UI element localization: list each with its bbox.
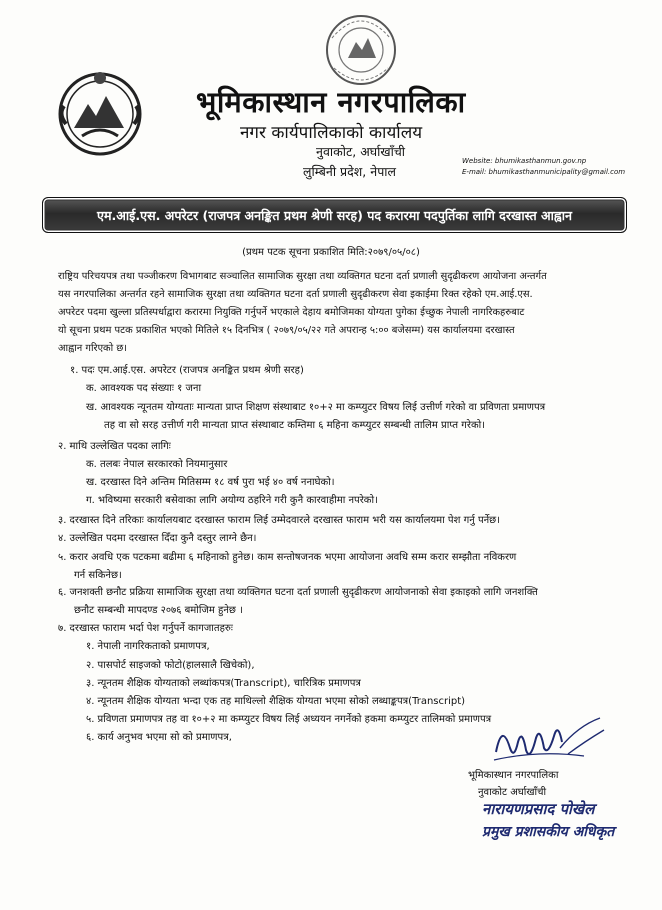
doc-item-2: २. पासपोर्ट साइजको फोटो(हालसालै खिचेको), bbox=[86, 660, 255, 671]
item-3-method: ३. दरखास्त दिने तरिकाः कार्यालयबाट दरखास्त फाराम लिई उम्मेदवारले दरखास्त फाराम भरी यस कार्यालयमा पेश गर्नु पर्नेछ। bbox=[58, 515, 500, 526]
doc-item-4: ४. न्यूनतम शैक्षिक योग्यता भन्दा एक तह माथिल्लो शैक्षिक योग्यता भएमा सोको लब्धाङ्कपत्र(Transcript) bbox=[86, 696, 466, 707]
handwritten-signature bbox=[488, 712, 608, 772]
publication-date: (प्रथम पटक सूचना प्रकाशित मिति:२०७९/०५/०८) bbox=[242, 247, 420, 258]
item-2a-salary: क. तलबः नेपाल सरकारको नियमानुसार bbox=[86, 459, 228, 470]
address-line-1: नुवाकोट, अर्घाखाँची bbox=[316, 144, 406, 159]
item-1-post: १. पदः एम.आई.एस. अपरेटर (राजपत्र अनङ्कित प्रथम श्रेणी सरह) bbox=[70, 365, 304, 376]
contact-info bbox=[462, 156, 625, 178]
office-seal-icon bbox=[322, 8, 400, 88]
nepal-emblem-icon bbox=[54, 66, 146, 158]
item-2b-age: ख. दरखास्त दिने अन्तिम मितिसम्म १८ वर्ष पुरा भई ४० वर्ष ननाघेको। bbox=[86, 477, 335, 488]
item-5-contract: ५. करार अवधि एक पटकमा बढीमा ६ महिनाको हुनेछ। काम सन्तोषजनक भएमा आयोजना अवधि सम्म करार सम्झौता नविकरण bbox=[58, 552, 517, 563]
item-7-documents: ७. दरखास्त फाराम भर्दा पेश गर्नुपर्ने कागजातहरुः bbox=[58, 623, 233, 634]
item-1b-qualification-cont: तह वा सो सरह उत्तीर्ण गरी मान्यता प्राप्त संस्थाबाट कम्तिमा ६ महिना कम्प्युटर सम्बन्धी तालिम प्राप्त गरेको। bbox=[104, 420, 486, 431]
email-text: E-mail: bhumikasthanmunicipality@gmail.com bbox=[462, 168, 626, 176]
doc-item-6: ६. कार्य अनुभव भएमा सो को प्रमाणपत्र, bbox=[86, 732, 232, 743]
office-name: नगर कार्यपालिकाको कार्यालय bbox=[240, 123, 423, 143]
doc-item-5: ५. प्रविणता प्रमाणपत्र तह वा १०+२ मा कम्प्युटर विषय लिई अध्ययन नगर्नेको हकमा कम्प्युटर तालिमको प्रमाणपत्र bbox=[86, 714, 492, 725]
stamp-officer-title: प्रमुख प्रशासकीय अधिकृत bbox=[482, 824, 615, 840]
website-text: Website: bhumikasthanmun.gov.np bbox=[462, 157, 587, 165]
item-6-selection: ६. जनशक्ती छनौट प्रक्रिया सामाजिक सुरक्षा तथा व्यक्तिगत घटना दर्ता प्रणाली सुदृढीकरण आयोजनाको सेवा इकाइको लागि जनशक्ति bbox=[58, 587, 538, 598]
item-1b-qualification: ख. आवश्यक न्यूनतम योग्यताः मान्यता प्राप्त शिक्षण संस्थाबाट १०+२ मा कम्प्युटर विषय लिई उत्तीर्ण गरेको वा प्रविणता प्रमाणपत्र bbox=[86, 402, 546, 413]
item-2-heading: २. माथि उल्लेखित पदका लागिः bbox=[58, 441, 171, 452]
item-5-contract-cont: गर्न सकिनेछ। bbox=[74, 570, 122, 581]
address-line-2: लुम्बिनी प्रदेश, नेपाल bbox=[303, 164, 397, 179]
stamp-officer-name: नारायणप्रसाद पोखेल bbox=[482, 800, 595, 818]
doc-item-3: ३. न्यूनतम शैक्षिक योग्यताको लब्धांकपत्र(Transcript), चारित्रिक प्रमाणपत्र bbox=[86, 678, 361, 689]
signature-org: भूमिकास्थान नगरपालिका bbox=[468, 770, 559, 781]
doc-item-1: १. नेपाली नागरिकताको प्रमाणपत्र, bbox=[86, 641, 210, 652]
intro-paragraph: राष्ट्रिय परिचयपत्र तथा पञ्जीकरण विभागबाट सञ्चालित सामाजिक सुरक्षा तथा व्यक्तिगत घटना दर्ता प्रणाली सुदृढीकरण आयोजना अन्तर्गत यस नगरपालिका अन्तर्गत रहने सामाजिक सुरक्षा तथा व्यक्तिगत घटना दर्ता प्रणाली सुदृढीकरण सेवा इकाईमा रिक्त रहेको एम.आई.एस. अपरेटर पदमा खुल्ला प्रतिस्पर्धाद्वारा करारमा नियुक्ति गर्नुपर्ने भएकाले देहाय बमोजिमका योग्यता पुगेका ईच्छुक नेपाली नागरिकहरुबाट यो सूचना प्रथम पटक प्रकाशित भएको मितिले १५ दिनभित्र ( २०७९/०५/२२ गते अपरान्ह ५:०० बजेसम्म) यस कार्यालयमा दरखास्त आह्वान गरिएको छ। bbox=[58, 271, 547, 354]
signature-address: नुवाकोट अर्घाखाँची bbox=[478, 787, 547, 798]
org-name: भूमिकास्थान नगरपालिका bbox=[196, 85, 466, 119]
item-6-selection-cont: छनौट सम्बन्धी मापदण्ड २०७६ बमोजिम हुनेछ । bbox=[74, 605, 243, 616]
item-4-fee: ४. उल्लेखित पदमा दरखास्त दिँदा कुनै दस्तुर लाग्ने छैन। bbox=[58, 533, 257, 544]
item-2c-eligibility: ग. भविष्यमा सरकारी बसेवाका लागि अयोग्य ठहरिने गरी कुनै कारवाहीमा नपरेको। bbox=[86, 495, 378, 506]
notice-title-banner: एम.आई.एस. अपरेटर (राजपत्र अनङ्कित प्रथम श्रेणी सरह) पद करारमा पदपुर्तिका लागि दरखास्त आह्वान bbox=[42, 197, 627, 233]
item-1a-count: क. आवश्यक पद संख्याः १ जना bbox=[86, 383, 202, 394]
